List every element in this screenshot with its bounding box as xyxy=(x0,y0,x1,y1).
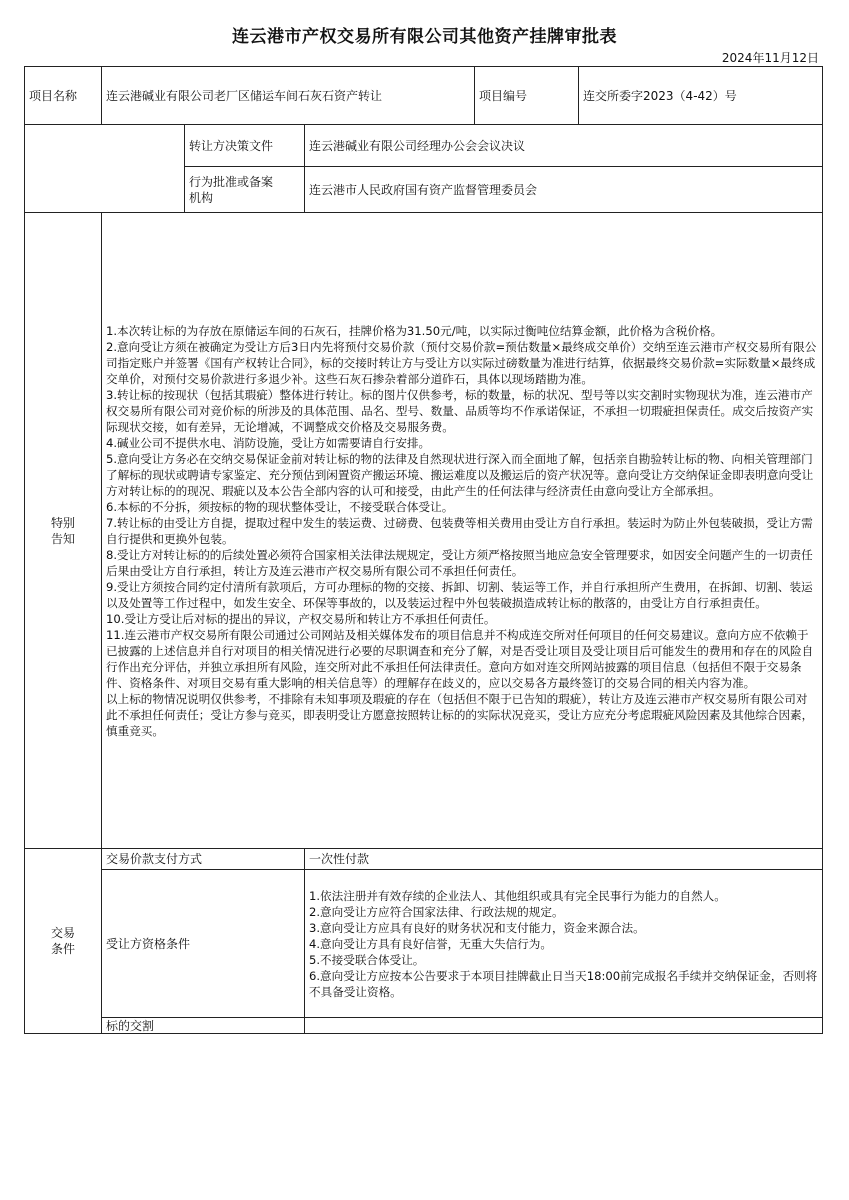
approval-form-table xyxy=(24,66,823,1034)
authority-label-line2: 机构 xyxy=(189,190,214,205)
notice-label-line1: 特别 xyxy=(50,515,75,530)
qualification-item: 3.意向受让方应具有良好的财务状况和支付能力，资金来源合法。 xyxy=(309,920,645,935)
notice-paragraph: 11.连云港市产权交易所有限公司通过公司网站及相关媒体发布的项目信息并不构成连交所对任何项目的任何交易建议。意向方应不依赖于已披露的上述信息并自行对项目的相关情况进行必要的尽职调查和充分了解，对是否受让项目及受让项目后可能发生的费用和存在的风险自行作出充分评估，并独立承担所有风险，连交所对此不承担任何法律责任。意向方如对连交所网站披露的项目信息（包括但不限于交易条件、资格条件、对项目交易有重大影响的相关信息等）的理解存在歧义的，应以交易各方最终签订的交易合同的相关内容为准。 xyxy=(106,627,814,690)
notice-paragraph: 10.受让方受让后对标的提出的异议，产权交易所和转让方不承担任何责任。 xyxy=(106,611,496,626)
delivery-label: 标的交割 xyxy=(102,1018,305,1034)
notice-paragraph: 3.转让标的按现状（包括其瑕疵）整体进行转让。标的图片仅供参考，标的数量，标的状况、型号等以实交割时实物现状为准，连云港市产权交易所有限公司对竞价标的所涉及的具体范围、品名、型号、数量、品质等均不作承诺保证，不承担一切瑕疵担保责任。成交后按资产实际现状交接，如有差异，无论增减，不调整成交价格及交易服务费。 xyxy=(106,387,814,434)
notice-paragraph: 以上标的物情况说明仅供参考，不排除有未知事项及瑕疵的存在（包括但不限于已告知的瑕疵），转让方及连云港市产权交易所有限公司对此不承担任何责任；受让方参与竞买，即表明受让方愿意按照转让标的的实际状况竞买，受让方应充分考虑瑕疵风险因素及其他综合因素，慎重竞买。 xyxy=(106,691,814,738)
decision-value: 连云港碱业有限公司经理办公会会议决议 xyxy=(305,125,823,167)
notice-row xyxy=(25,213,823,849)
authority-label xyxy=(185,167,305,213)
notice-paragraph: 8.受让方对转让标的的后续处置必须符合国家相关法律法规规定，受让方须严格按照当地应急安全管理要求，如因安全问题产生的一切责任后果由受让方自行承担，转让方及连云港市产权交易所有限公司不承担任何责任。 xyxy=(106,547,813,578)
qualification-item: 4.意向受让方具有良好信誉，无重大失信行为。 xyxy=(309,936,552,951)
project-code-label: 项目编号 xyxy=(475,67,579,125)
delivery-row xyxy=(25,1018,823,1034)
project-name-label: 项目名称 xyxy=(25,67,102,125)
project-code-value: 连交所委字2023（4-42）号 xyxy=(579,67,823,125)
qualification-item: 2.意向受让方应符合国家法律、行政法规的规定。 xyxy=(309,904,564,919)
notice-label-line2: 告知 xyxy=(50,531,75,546)
page-title: 连云港市产权交易所有限公司其他资产挂牌审批表 xyxy=(232,27,617,47)
notice-paragraph: 4.碱业公司不提供水电、消防设施，受让方如需要请自行安排。 xyxy=(106,435,431,450)
notice-paragraph: 5.意向受让方务必在交纳交易保证金前对转让标的物的法律及自然现状进行深入而全面地了解，包括亲自勘验转让标的物、向相关管理部门了解标的现状或聘请专家鉴定、充分预估到闲置资产搬运环境、搬运难度以及搬运后的资产状况等。意向受让方交纳保证金即表明意向受让方对转让标的的现况、瑕疵以及本公告全部内容的认可和接受，由此产生的任何法律与经济责任由意向受让方全部承担。 xyxy=(106,451,814,498)
qualification-item: 5.不接受联合体受让。 xyxy=(309,952,425,967)
notice-paragraph: 9.受让方须按合同约定付清所有款项后，方可办理标的物的交接、拆卸、切割、装运等工作，并自行承担所产生费用，在拆卸、切割、装运以及处置等工作过程中，如发生安全、环保等事故的，以及装运过程中外包装破损造成转让标的散落的，由受让方自行承担责任。 xyxy=(106,579,813,610)
payment-label: 交易价款支付方式 xyxy=(102,849,305,870)
notice-paragraph: 6.本标的不分拆，须按标的物的现状整体受让，不接受联合体受让。 xyxy=(106,499,454,514)
delivery-value xyxy=(305,1018,823,1034)
payment-value: 一次性付款 xyxy=(305,849,823,870)
qualification-item: 6.意向受让方应按本公告要求于本项目挂牌截止日当天18:00前完成报名手续并交纳保证金，否则将不具备受让资格。 xyxy=(309,968,818,999)
trade-label-line2: 条件 xyxy=(50,942,75,956)
qualification-item: 1.依法注册并有效存续的企业法人、其他组织或具有完全民事行为能力的自然人。 xyxy=(309,888,726,903)
notice-label xyxy=(25,213,102,849)
project-name-value: 连云港碱业有限公司老厂区储运车间石灰石资产转让 xyxy=(102,67,475,125)
qualification-row xyxy=(25,870,823,1018)
notice-content xyxy=(102,213,823,849)
trade-label xyxy=(25,849,102,1034)
qualification-label: 受让方资格条件 xyxy=(102,870,305,1018)
project-row xyxy=(25,67,823,125)
authority-value: 连云港市人民政府国有资产监督管理委员会 xyxy=(305,167,823,213)
notice-paragraph: 1.本次转让标的为存放在原储运车间的石灰石，挂牌价格为31.50元/吨，以实际过衡吨位结算金额，此价格为含税价格。 xyxy=(106,323,723,338)
approval-blank-cell xyxy=(25,125,185,213)
decision-label: 转让方决策文件 xyxy=(185,125,305,167)
notice-paragraph: 7.转让标的由受让方自提，提取过程中发生的装运费、过磅费、包装费等相关费用由受让方自行承担。装运时为防止外包装破损，受让方需自行提供和更换外包装。 xyxy=(106,515,813,546)
trade-label-line1: 交易 xyxy=(50,926,75,940)
qualification-content xyxy=(305,870,823,1018)
authority-label-line1: 行为批准或备案 xyxy=(189,174,274,189)
form-date: 2024年11月12日 xyxy=(721,51,819,65)
notice-paragraph: 2.意向受让方须在被确定为受让方后3日内先将预付交易价款（预付交易价款=预估数量×最终成交单价）交纳至连云港市产权交易所有限公司指定账户并签署《国有产权转让合同》，标的交接时转让方与受让方以实际过磅数量为准进行结算，依据最终交易价款=实际数量×最终成交单价，对预付交易价款进行多退少补。这些石灰石掺杂着部分道砟石，具体以现场踏勘为准。 xyxy=(106,339,817,386)
payment-row xyxy=(25,849,823,870)
decision-row xyxy=(25,125,823,167)
